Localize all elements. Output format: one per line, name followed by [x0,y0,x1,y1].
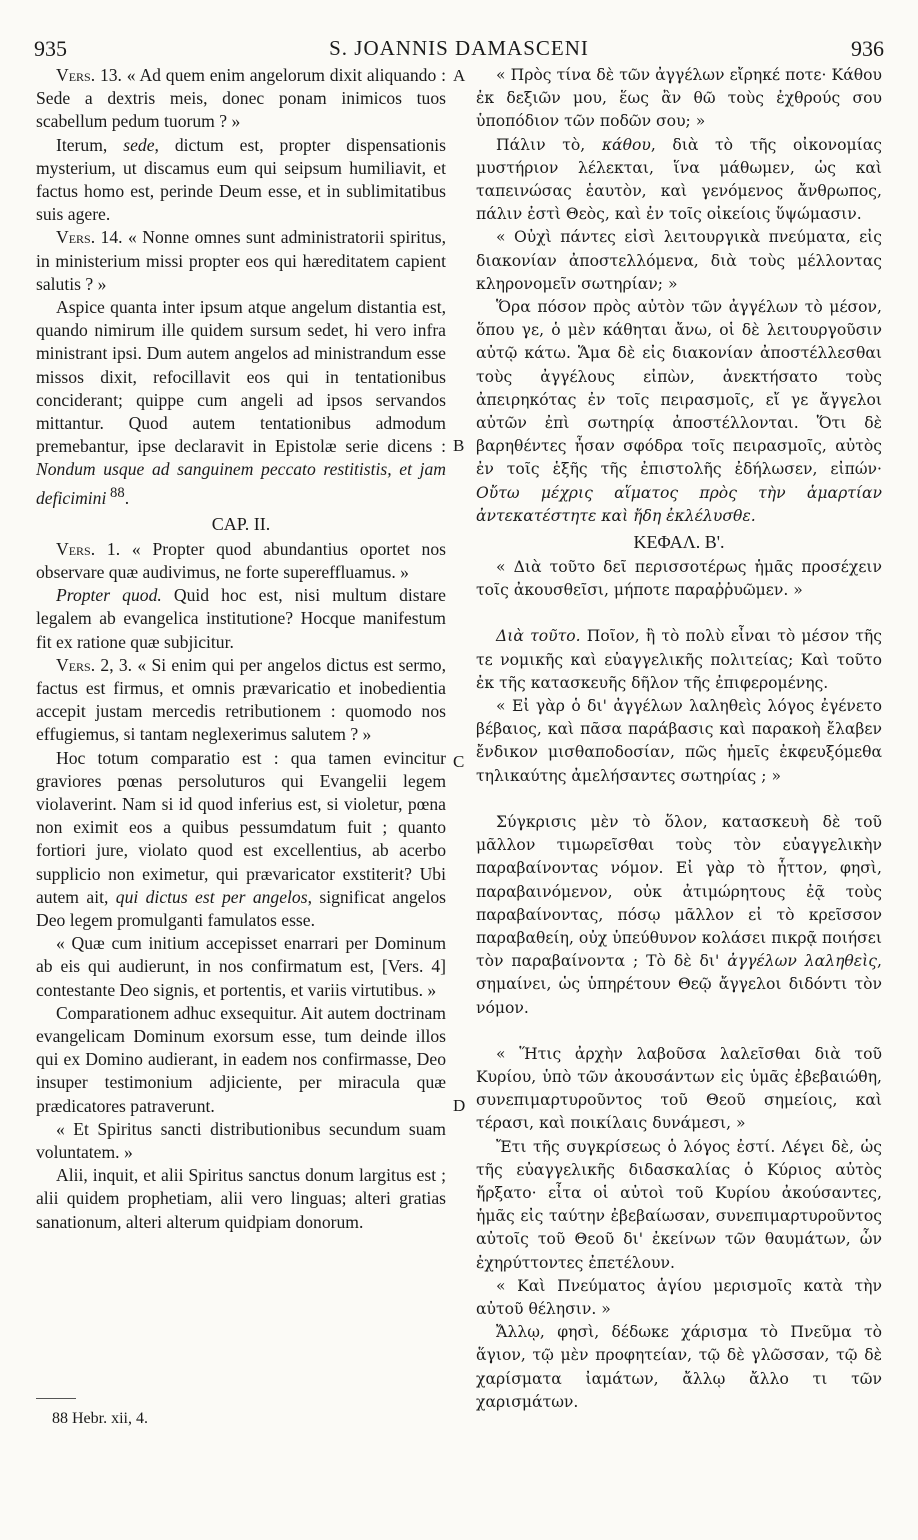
greek-verse-13: « Πρὸς τίνα δὲ τῶν ἀγγέλων εἴρηκέ ποτε· Κάθου ἐκ δεξιῶν μου, ἕως ἂν θῶ τοὺς ἐχθρούς σου ὑποπόδιον τῶν ποδῶν σου; » [476,66,882,131]
greek-verse-4: « Ἥτις ἀρχὴν λαβοῦσα λαλεῖσθαι διὰ τοῦ Κυρίου, ὑπὸ τῶν ἀκουσάντων εἰς ὑμᾶς ἐβεβαιώθη, συνεπιμαρτυροῦντος τοῦ Θεοῦ σημείοις, καὶ τέρασι, καὶ ποικίλαις δυνάμεσι, » [476,1044,882,1133]
latin-commentary-1: Iterum, sede, dictum est, propter dispensationis mysterium, ut discamus eum qui seipsum humiliavit, et factus homo est, perinde Deum esse, et in sublimitatibus suis agere. [36,134,446,225]
page-number-left: 935 [34,36,67,61]
page-header [34,36,884,62]
latin-verse-13: Vers. 13. « Ad quem enim angelorum dixit aliquando : Sede a dextris meis, donec ponam inimicos tuos scabellum pedum tuorum ? » [36,65,446,132]
latin-verse-4b: « Et Spiritus sancti distributionibus secundum suam voluntatem. » [36,1118,446,1162]
greek-commentary-5: Ἔτι τῆς συγκρίσεως ὁ λόγος ἐστί. Λέγει δὲ, ὡς τῆς εὐαγγελικῆς διδασκαλίας ὁ Κύριος αὐτὸς ἤρξατο· εἶτα οἱ αὐτοὶ τοῦ Κυρίου ἀκούσαντες, ἡμᾶς εἰς ταύτην ἐβεβαίωσαν, συνεπιμαρτυροῦντος αὐτοῖς τοῦ Θεοῦ δι' ἐκείνων τῶν θαυμάτων, ὧν ἐχηρύττοντες ἐπετέλουν. [476,1137,882,1272]
running-title: S. JOANNIS DAMASCENI [329,36,589,60]
greek-commentary-2: Ὅρα πόσον πρὸς αὐτὸν τῶν ἀγγέλων τὸ μέσον, ὅπου γε, ὁ μὲν κάθηται ἄνω, οἱ δὲ λειτουργοῦσιν αὐτῷ κάτω. Ἅμα δὲ εἰς διακονίαν ἀποστέλλεσθαι τοὺς ἀγγέλους εἰπὼν, ἀνεκτήσατο τοὺς ἀπειρηκότας ἐν τοῖς πειρασμοῖς, εἴ γε ἄγγελοι αὐτῶν ἐπὶ σωτηρίᾳ ἀποστέλλονται. Ὅτι δὲ βαρηθέντες ἦσαν σφόδρα τοῖς πειρασμοῖς, αὐτὸς ἐν τοῖς ἑξῆς τῆς ἐπιστολῆς ἐδήλωσεν, εἰπών· Οὔτω μέχρις αἵματος πρὸς τὴν ἁμαρτίαν ἀντεκατέστητε καὶ ἤδη ἐκλέλυσθε. [476,298,882,525]
footnote: 88 Hebr. xii, 4. [52,1410,148,1427]
latin-verse-14: Vers. 14. « Nonne omnes sunt administratorii spiritus, in ministerium missi propter eos qui hæreditatem capient salutis ? » [36,227,446,294]
latin-commentary-5: Comparationem adhuc exsequitur. Ait autem doctrinam evangelicam Dominum exorsum esse, tum deinde illos qui ex Domino audierant, in eadem nos confirmasse, Deo insuper testimonium adjiciente, per miracula quæ prædicatores patraverunt. [36,1002,446,1116]
latin-commentary-3: Propter quod. Quid hoc est, nisi multum distare legalem ab evangelica institutione? Hocque manifestum fit ex ratione quæ subjicitur. [36,585,446,652]
section-mark-a: A [453,66,466,85]
latin-verse-2-3: Vers. 2, 3. « Si enim qui per angelos dictus est sermo, factus est firmus, et omnis prævaricatio et inobedientia accepit justam mercedis retributionem : quomodo nos effugiemus, si tantam neglexerimus salutem ? » [36,654,446,745]
greek-commentary-4: Σύγκρισις μὲν τὸ ὅλον, κατασκευὴ δὲ τοῦ μᾶλλον τιμωρεῖσθαι τοὺς τὸν εὐαγγελικὴν παραβαίνοντας νόμον. Εἰ γὰρ τὸ ἧττον, φησὶ, παραβαινόμενον, οὐκ ἀτιμώρητους ἐᾷ τοὺς παραβαίνοντας, πόσῳ μᾶλλον εἰ τὸ κρεῖσσον παραβαθείη, οὐχ ὑπεύθυνον κολάσει πικρᾷ ποιήσει τὸν παραβαίνοντα ; Τὸ δὲ δι' ἀγγέλων λαληθεὶς, σημαίνει, ὡς ὑπηρέτουν Θεῷ ἄγγελοι διδόντι τὸν νόμον. [476,812,882,1017]
footnote-rule [36,1398,76,1399]
section-mark-b: B [453,436,465,455]
page-number-right: 936 [851,36,884,61]
latin-chapter-heading: CAP. II. [211,513,271,534]
latin-commentary-4: Hoc totum comparatio est : qua tamen evincitur graviores pœnas persoluturos qui Evangelii legem violaverint. Nam si id quod inferius est, si violetur, pœna non eximit eos a quibus pessumdatum fuit ; quanto fortiori jure, violato quod est excellentius, ab acerbo supplicio non eximetur, qui prævaricator exstiterit? Ubi autem ait, qui dictus est per angelos, significat angelos Deo legem promulganti famulatos esse. [36,747,446,930]
latin-verse-4: « Quæ cum initium accepisset enarrari per Dominum ab eis qui audierunt, in nos confirmatum est, [Vers. 4] contestante Deo signis, et portentis, et variis virtutibus. » [36,933,446,1000]
greek-column [476,64,882,1414]
spacer [476,788,882,811]
greek-chapter-heading: ΚΕΦΑΛ. Β'. [633,532,725,553]
greek-commentary-1: Πάλιν τὸ, κάθου, διὰ τὸ τῆς οἰκονομίας μυστήριον λέλεκται, ἵνα μάθωμεν, ὡς καὶ ταπεινώσας ἑαυτὸν, καὶ γενόμενος ἄνθρωπος, πάλιν ἐστὶ Θεὸς, καὶ ἐν τοῖς οἰκείοις ὕψώμασιν. [476,135,882,224]
latin-commentary-2: Aspice quanta inter ipsum atque angelum distantia est, quando nimirum ille quidem sursum sedet, hi vero infra ministrant ipsi. Dum autem angelos ad ministrandum esse missos dixit, refocillavit eos qui in tentationibus conciderant; quippe cum angeli ad ipsos servandos mittantur. Quod autem tentationibus admodum premebantur, ipse declaravit in Epistolæ serie dicens : Nondum usque ad sanguinem peccato restitistis, et jam deficimini $^{88}$. [36,297,446,508]
greek-commentary-3: Διὰ τοῦτο. Ποῖον, ἢ τὸ πολὺ εἶναι τὸ μέσον τῆς τε νομικῆς καὶ εὐαγγελικῆς πολιτείας; Καὶ τοῦτο ἐκ τῆς κατασκευῆς δῆλον τῆς ἐπιφερομένης. [476,627,882,692]
greek-commentary-6: Ἄλλῳ, φησὶ, δέδωκε χάρισμα τὸ Πνεῦμα τὸ ἅγιον, τῷ μὲν προφητείαν, τῷ δὲ γλῶσσαν, τῷ δὲ χαρίσματα ἰαμάτων, ἄλλῳ ἄλλο τι τῶν χαρισμάτων. [476,1323,882,1411]
section-mark-d: D [453,1096,466,1115]
greek-verse-1: « Διὰ τοῦτο δεῖ περισσοτέρως ἡμᾶς προσέχειν τοῖς ἀκουσθεῖσι, μήποτε παραῤῥυῶμεν. » [476,558,882,600]
spacer [476,1020,882,1043]
spacer [476,602,882,625]
greek-verse-4b: « Καὶ Πνεύματος ἁγίου μερισμοῖς κατὰ τὴν αὐτοῦ θέλησιν. » [476,1276,882,1318]
section-mark-c: C [453,752,465,771]
latin-verse-1: Vers. 1. « Propter quod abundantius oportet nos observare quæ audivimus, ne forte supereffluamus. » [36,538,446,582]
greek-verse-2-3: « Εἰ γὰρ ὁ δι' ἀγγέλων λαληθεὶς λόγος ἐγένετο βέβαιος, καὶ πᾶσα παράβασις καὶ παρακοὴ ἔλαβεν ἔνδικον μισθαποδοσίαν, πῶς ἡμεῖς ἐκφευξόμεθα τηλικαύτης ἀμελήσαντες σωτηρίας ; » [476,697,882,785]
latin-column [36,64,446,1234]
latin-commentary-6: Alii, inquit, et alii Spiritus sanctus donum largitus est ; alii quidem prophetiam, alii vero linguas; alteri gratias sanationum, alteri alterum quidpiam donorum. [36,1165,446,1232]
greek-verse-14: « Οὐχὶ πάντες εἰσὶ λειτουργικὰ πνεύματα, εἰς διακονίαν ἀποστελλόμενα, διὰ τοὺς μέλλοντας κληρονομεῖν σωτηρίαν; » [476,228,882,293]
